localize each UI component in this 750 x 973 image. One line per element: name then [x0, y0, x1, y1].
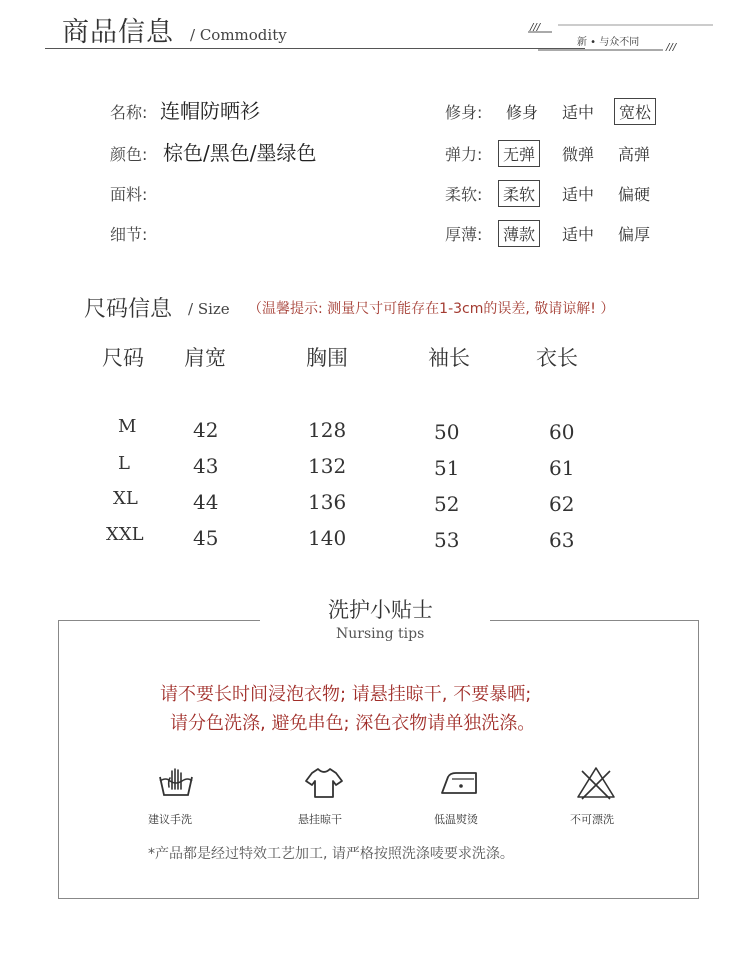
property-fit-option-regular: 适中 — [562, 103, 595, 122]
svg-text:///: /// — [530, 22, 541, 33]
size-column-header: 袖长 — [428, 346, 470, 370]
size-cell: 132 — [308, 454, 347, 478]
property-stretch-option-none-selected: 无弹 — [500, 142, 538, 165]
attr-detail-label: 细节: — [110, 225, 148, 244]
property-softness-label: 柔软: — [445, 185, 483, 204]
size-cell: 53 — [434, 528, 460, 552]
section-title-nursing: 洗护小贴士 — [328, 598, 433, 622]
attr-name-value: 连帽防晒衫 — [160, 99, 260, 123]
care-item-hang-dry — [298, 765, 354, 827]
size-cell: 51 — [434, 456, 460, 480]
size-cell: 42 — [193, 418, 219, 442]
size-cell: 60 — [549, 420, 575, 444]
size-column-header: 胸围 — [306, 346, 348, 370]
size-cell: 140 — [308, 526, 347, 550]
svg-text:///: /// — [666, 42, 677, 52]
size-column-header: 衣长 — [536, 346, 578, 370]
size-cell: 62 — [549, 492, 575, 516]
section-title-commodity: 商品信息 — [62, 17, 174, 48]
property-stretch-option-high: 高弹 — [618, 145, 651, 164]
attr-color-value: 棕色/黑色/墨绿色 — [163, 141, 317, 165]
section-subtitle-size: / Size — [188, 300, 230, 318]
care-label-hang-dry: 悬挂晾干 — [298, 813, 342, 826]
size-cell: 52 — [434, 492, 460, 516]
size-cell: 128 — [308, 418, 347, 442]
attr-fabric-label: 面料: — [110, 185, 148, 204]
property-fit-label: 修身: — [445, 103, 483, 122]
care-item-no-bleach — [570, 765, 626, 827]
attr-color-label: 颜色: — [110, 145, 148, 164]
property-thickness-option-thin-selected: 薄款 — [500, 222, 538, 245]
size-column-header: 肩宽 — [184, 346, 226, 370]
care-label-hand-wash: 建议手洗 — [148, 813, 192, 826]
hang-dry-icon — [304, 765, 344, 801]
property-stretch-option-slight: 微弹 — [562, 145, 595, 164]
no-bleach-icon — [574, 765, 618, 801]
size-cell: XL — [113, 488, 138, 509]
section-subtitle-commodity: / Commodity — [190, 26, 287, 44]
section-subtitle-nursing: Nursing tips — [336, 626, 425, 642]
attr-name-label: 名称: — [110, 103, 148, 122]
size-cell: 44 — [193, 490, 219, 514]
care-instruction-line-2: 请分色洗涤, 避免串色; 深色衣物请单独洗涤。 — [170, 713, 536, 734]
size-column-header: 尺码 — [102, 346, 144, 370]
property-fit-option-slim: 修身 — [506, 103, 539, 122]
care-instruction-line-1: 请不要长时间浸泡衣物; 请悬挂晾干, 不要暴晒; — [160, 684, 532, 705]
care-item-low-iron — [434, 765, 490, 827]
size-cell: 50 — [434, 420, 460, 444]
size-cell: 45 — [193, 526, 219, 550]
property-thickness-option-thick: 偏厚 — [618, 225, 651, 244]
property-thickness-label: 厚薄: — [445, 225, 483, 244]
size-cell: L — [118, 453, 130, 474]
property-fit-option-loose-selected: 宽松 — [616, 100, 654, 123]
property-softness-option-stiff: 偏硬 — [618, 185, 651, 204]
size-cell: XXL — [106, 524, 144, 545]
size-cell: M — [118, 416, 137, 437]
property-softness-option-medium: 适中 — [562, 185, 595, 204]
care-label-no-bleach: 不可漂洗 — [570, 813, 614, 826]
low-iron-icon — [438, 765, 482, 801]
property-softness-option-soft-selected: 柔软 — [500, 182, 538, 205]
hand-wash-icon — [156, 765, 196, 801]
property-stretch-label: 弹力: — [445, 145, 483, 164]
care-item-hand-wash — [148, 765, 204, 827]
size-cell: 63 — [549, 528, 575, 552]
section-title-size: 尺码信息 — [84, 297, 173, 322]
care-label-low-iron: 低温熨烫 — [434, 813, 478, 826]
brand-tag: 新 • 与众不同 — [577, 37, 640, 48]
property-thickness-option-medium: 适中 — [562, 225, 595, 244]
care-footnote: *产品都是经过特效工艺加工, 请严格按照洗涤唛要求洗涤。 — [148, 846, 514, 862]
size-cell: 136 — [308, 490, 347, 514]
size-cell: 43 — [193, 454, 219, 478]
size-cell: 61 — [549, 456, 575, 480]
size-tolerance-tip: （温馨提示: 测量尺寸可能存在1-3cm的误差, 敬请谅解! ） — [248, 301, 615, 317]
header-divider — [45, 48, 585, 49]
